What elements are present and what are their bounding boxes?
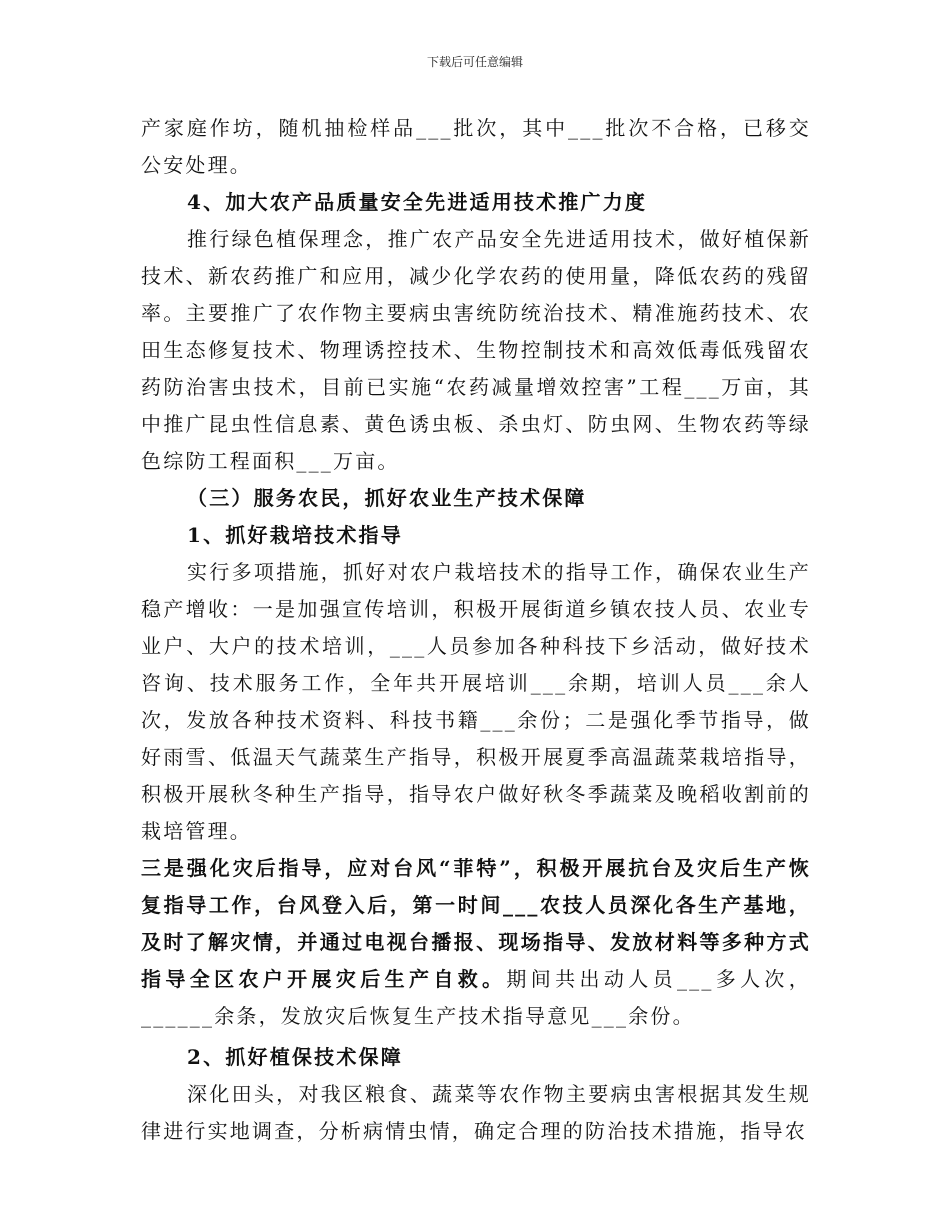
paragraph-disaster-guidance bbox=[141, 850, 811, 1035]
paragraph-green-plant-protection: 推行绿色植保理念，推广农产品安全先进适用技术，做好植保新技术、新农药推广和应用，减少化学农药的使用量，降低农药的残留率。主要推广了农作物主要病虫害统防统治技术、精准施药技术、农田生态修复技术、物理诱控技术、生物控制技术和高效低毒低残留农药防治害虫技术，目前已实施“农药减量增效控害”工程___万亩，其中推广昆虫性信息素、黄色诱虫板、杀虫灯、防虫网、生物农药等绿色综防工程面积___万亩。 bbox=[141, 227, 811, 473]
disaster-guidance-bold-text: 三是强化灾后指导，应对台风“菲特”，积极开展抗台及灾后生产恢复指导工作，台风登入后，第一时间___农技人员深化各生产基地，及时了解灾情，并通过电视台播报、现场指导、发放材料等多种方式指导全区农户开展灾后生产自救。 bbox=[141, 856, 811, 991]
section-heading-serve-farmers: （三）服务农民，抓好农业生产技术保障 bbox=[187, 486, 587, 510]
paragraph-quality-inspection: 产家庭作坊，随机抽检样品___批次，其中___批次不合格，已移交公安处理。 bbox=[141, 116, 811, 177]
paragraph-cultivation-measures: 实行多项措施，抓好对农户栽培技术的指导工作，确保农业生产稳产增收：一是加强宣传培训，积极开展街道乡镇农技人员、农业专业户、大户的技术培训，___人员参加各种科技下乡活动，做好技术咨询、技术服务工作，全年共开展培训___余期，培训人员___余人次，发放各种技术资料、科技书籍___余份；二是强化季节指导，做好雨雪、低温天气蔬菜生产指导，积极开展夏季高温蔬菜栽培指导，积极开展秋冬种生产指导，指导农户做好秋冬季蔬菜及晚稻收割前的栽培管理。 bbox=[141, 560, 811, 843]
section-heading-technology-promotion: 4、加大农产品质量安全先进适用技术推广力度 bbox=[187, 190, 648, 214]
disaster-guidance-stats-text: 期间共出动人员___多人次，______余条，发放灾后恢复生产技术指导意见___余份。 bbox=[141, 967, 811, 1028]
section-heading-cultivation-guidance: 1、抓好栽培技术指导 bbox=[187, 523, 403, 547]
document-body bbox=[141, 110, 811, 1150]
section-heading-plant-protection: 2、抓好植保技术保障 bbox=[187, 1045, 403, 1069]
paragraph-field-survey: 深化田头，对我区粮食、蔬菜等农作物主要病虫害根据其发生规律进行实地调查，分析病情虫情，确定合理的防治技术措施，指导农 bbox=[141, 1082, 811, 1143]
page-header: 下载后可任意编辑 bbox=[426, 55, 523, 69]
